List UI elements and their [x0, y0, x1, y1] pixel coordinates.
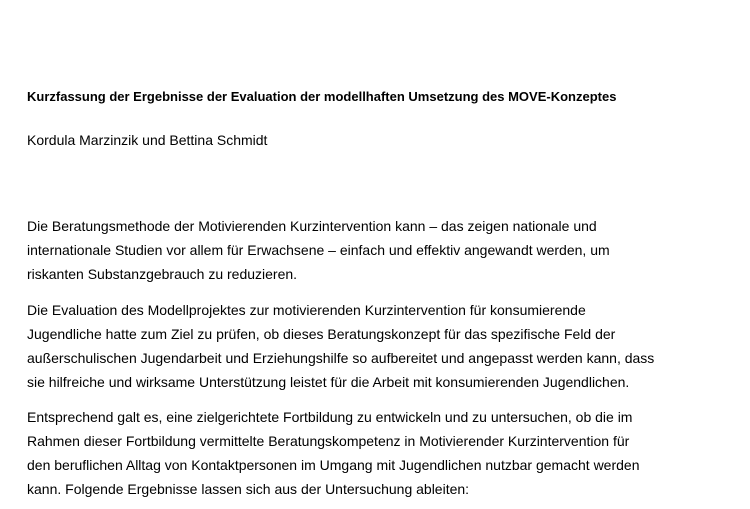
document-authors: Kordula Marzinzik und Bettina Schmidt: [27, 132, 268, 148]
paragraph-line: Rahmen dieser Fortbildung vermittelte Beratungskompetenz in Motivierender Kurzintervention für: [27, 433, 630, 449]
paragraph-line: sie hilfreiche und wirksame Unterstützung leistet für die Arbeit mit konsumierenden Jugendlichen.: [27, 374, 630, 390]
paragraph-line: riskanten Substanzgebrauch zu reduzieren.: [27, 266, 298, 282]
paragraph-2: [27, 298, 742, 394]
paragraph-line: Jugendliche hatte zum Ziel zu prüfen, ob dieses Beratungskonzept für das spezifische Feld der: [27, 326, 616, 342]
document-title: Kurzfassung der Ergebnisse der Evaluation der modellhaften Umsetzung des MOVE-Konzeptes: [27, 89, 617, 104]
paragraph-line: kann. Folgende Ergebnisse lassen sich aus der Untersuchung ableiten:: [27, 481, 470, 497]
paragraph-line: Die Beratungsmethode der Motivierenden Kurzintervention kann – das zeigen nationale und: [27, 218, 597, 234]
paragraph-line: Die Evaluation des Modellprojektes zur motivierenden Kurzintervention für konsumierende: [27, 302, 586, 318]
paragraph-line: internationale Studien vor allem für Erwachsene – einfach und effektiv angewandt werden, um: [27, 242, 610, 258]
paragraph-line: Entsprechend galt es, eine zielgerichtete Fortbildung zu entwickeln und zu untersuchen, ob die im: [27, 409, 633, 425]
paragraph-line: außerschulischen Jugendarbeit und Erziehungshilfe so aufbereitet und angepasst werden kann, dass: [27, 350, 655, 366]
paragraph-3: [27, 405, 742, 501]
paragraph-line: den beruflichen Alltag von Kontaktpersonen im Umgang mit Jugendlichen nutzbar gemacht werden: [27, 457, 640, 473]
paragraph-1: [27, 214, 742, 286]
